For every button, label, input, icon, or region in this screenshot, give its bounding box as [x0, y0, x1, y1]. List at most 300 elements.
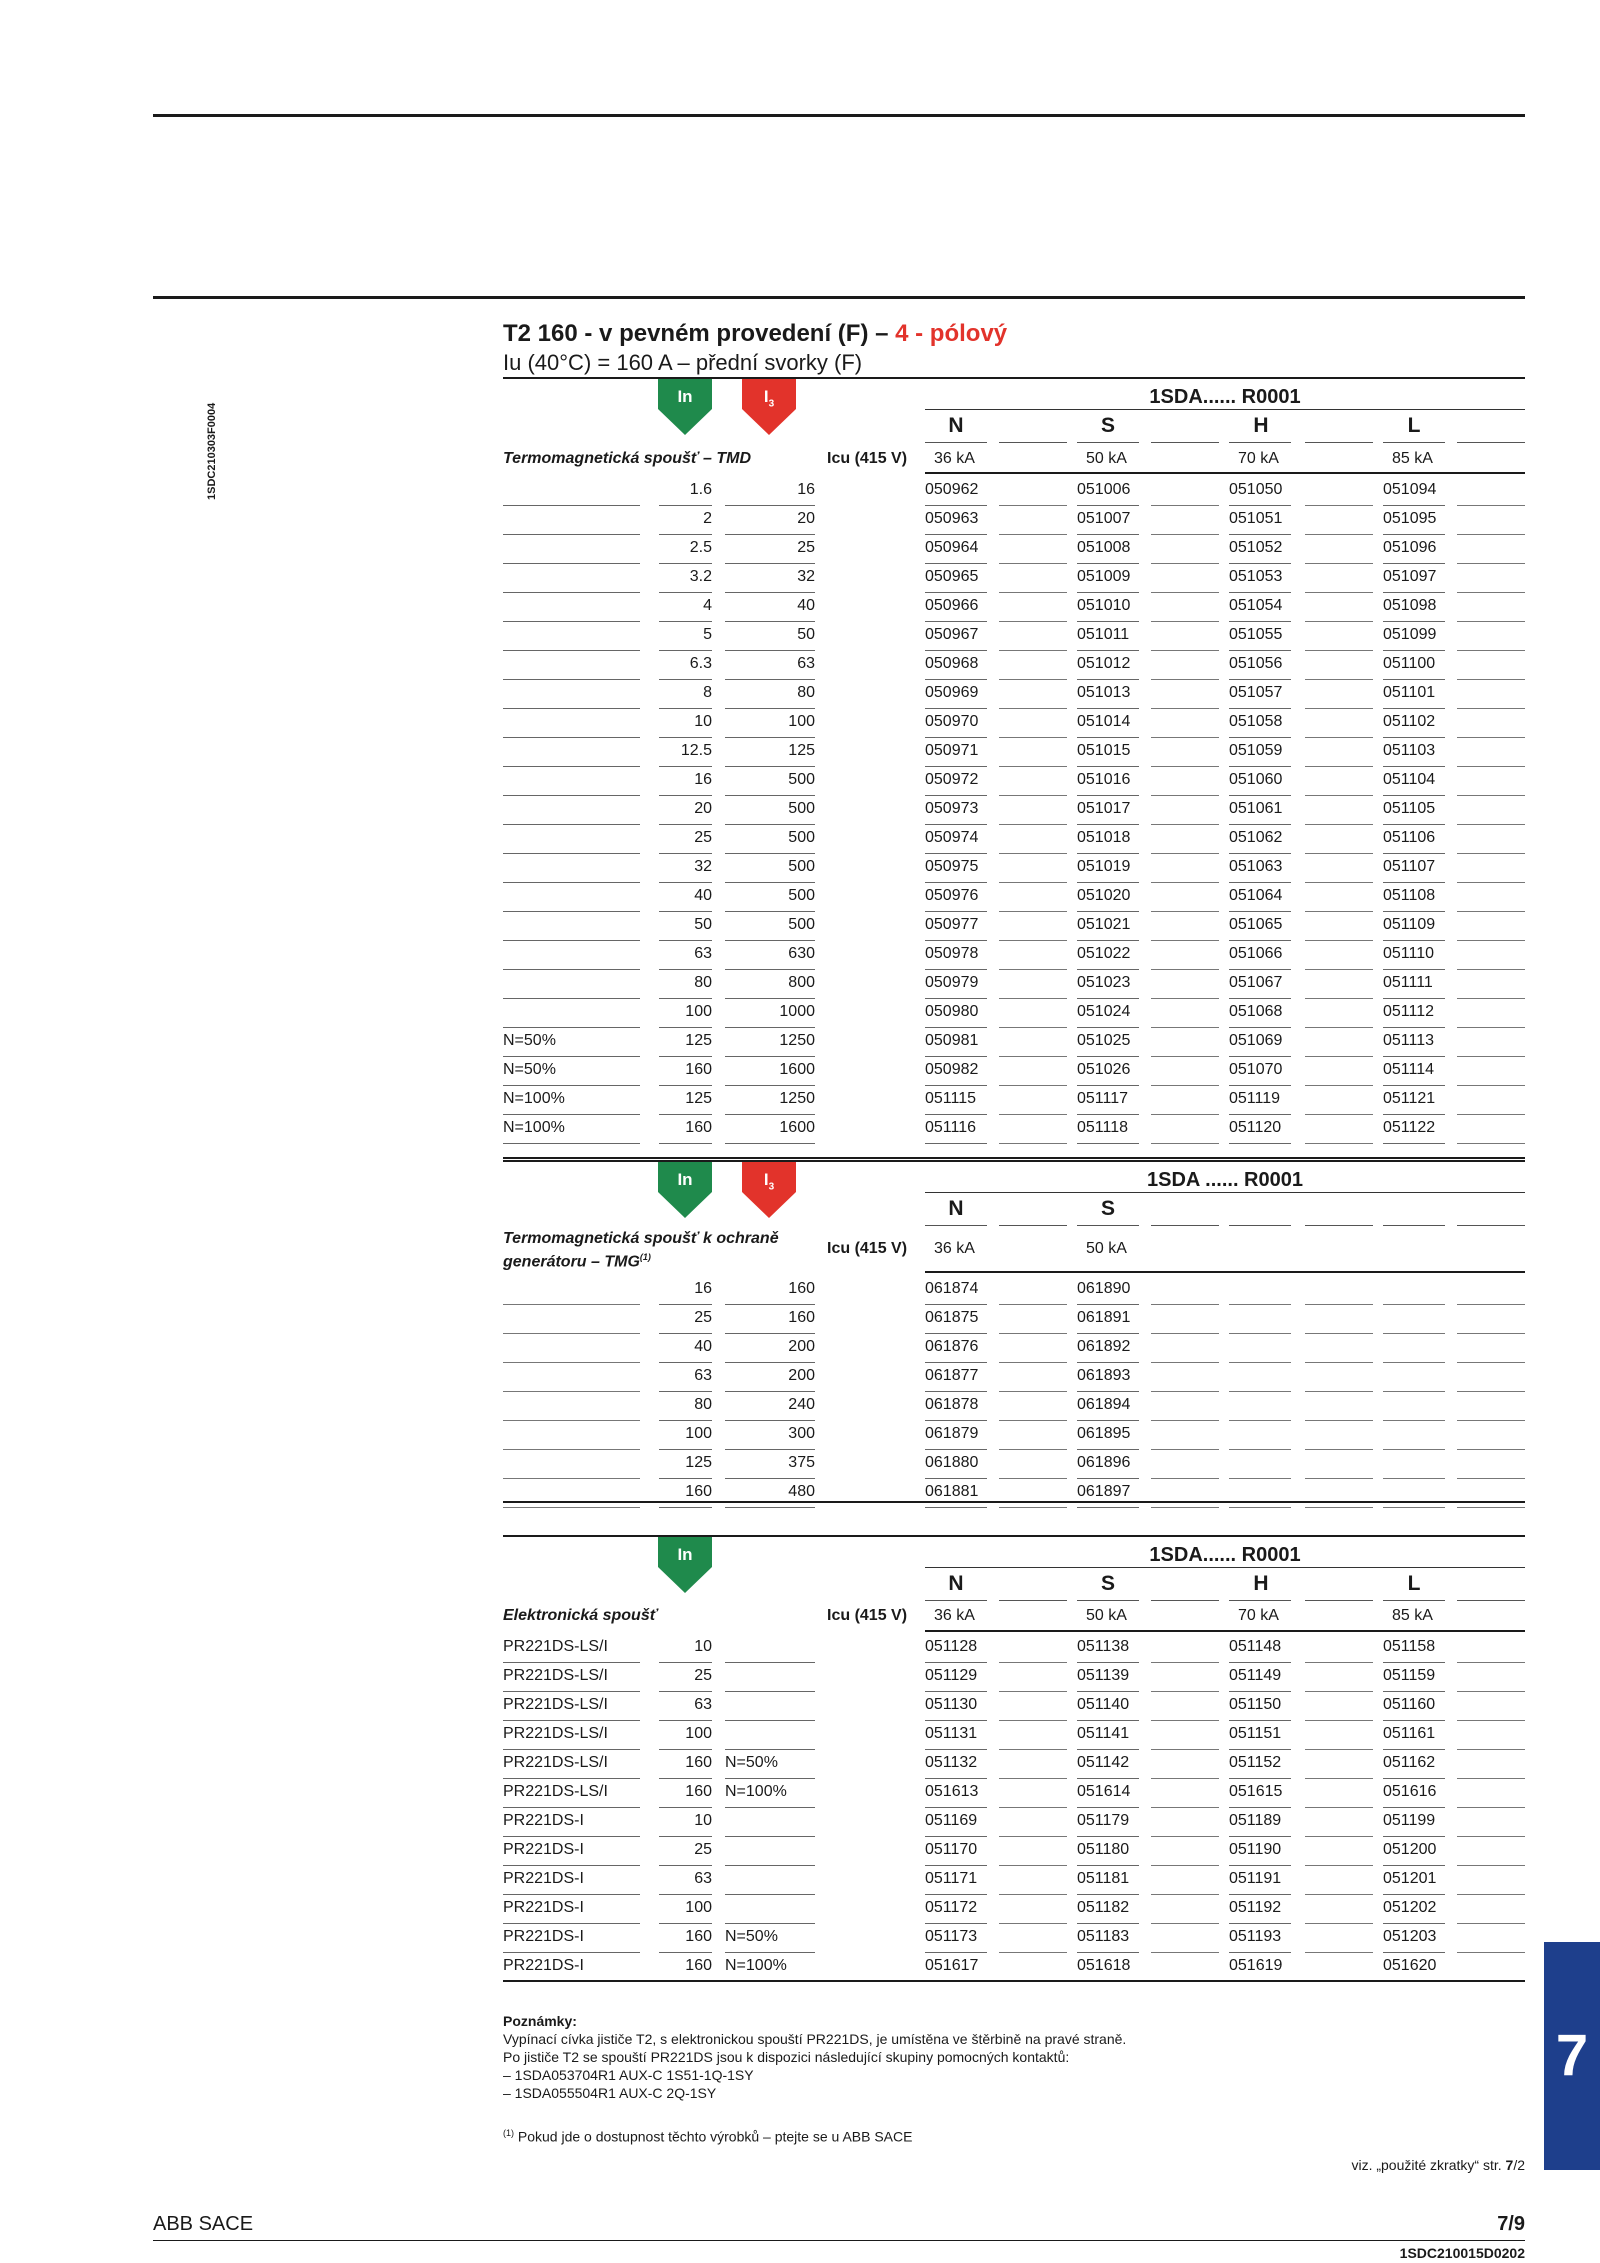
- spacer-rule: [1151, 1778, 1219, 1779]
- release-type-cell: PR221DS-LS/I: [503, 1634, 640, 1663]
- spacer-rule: [1151, 1085, 1219, 1086]
- order-code: 050966: [925, 593, 987, 622]
- spacer-rule: [1151, 795, 1219, 796]
- icu-value-1: 50 kA: [1086, 450, 1127, 467]
- spacer-rule: [1457, 1720, 1525, 1721]
- order-code: 051006: [1077, 477, 1139, 506]
- spacer-rule: [1457, 1952, 1525, 1953]
- release-type-cell: PR221DS-LS/I: [503, 1750, 640, 1779]
- empty-cell-rule: [1383, 1391, 1445, 1392]
- order-code: 051182: [1077, 1895, 1139, 1924]
- neutral-cell: [503, 883, 640, 912]
- spacer-rule: [1151, 1056, 1219, 1057]
- spacer-rule: [1305, 1420, 1373, 1421]
- in-cell: 25: [659, 1305, 712, 1334]
- spacer-rule: [1305, 853, 1373, 854]
- spacer-rule: [1305, 1691, 1373, 1692]
- order-code: 061895: [1077, 1421, 1139, 1450]
- spacer-rule: [1457, 1420, 1525, 1421]
- in-cell: 10: [659, 709, 712, 738]
- order-code: 061877: [925, 1363, 987, 1392]
- order-code: 051024: [1077, 999, 1139, 1028]
- in-cell: 100: [659, 1421, 712, 1450]
- column-header-3: L: [1407, 1572, 1421, 1595]
- order-code: 051108: [1383, 883, 1445, 912]
- spacer-rule: [1457, 1478, 1525, 1479]
- spacer-rule: [1457, 766, 1525, 767]
- order-code: 051160: [1383, 1692, 1445, 1721]
- in-cell: 40: [659, 883, 712, 912]
- i3-cell: 500: [725, 854, 815, 883]
- spacer-rule: [1305, 911, 1373, 912]
- order-code: 051200: [1383, 1837, 1445, 1866]
- order-code: 061880: [925, 1450, 987, 1479]
- in-badge-3: [658, 1537, 712, 1595]
- neutral-cell: N=50%: [725, 1750, 815, 1779]
- spacer-rule: [1457, 505, 1525, 506]
- spacer-rule: [999, 1362, 1067, 1363]
- spacer-rule: [999, 1778, 1067, 1779]
- spacer-rule: [1151, 708, 1219, 709]
- order-code: 051059: [1229, 738, 1291, 767]
- spacer-rule: [1457, 650, 1525, 651]
- order-code: 051053: [1229, 564, 1291, 593]
- order-code: 050970: [925, 709, 987, 738]
- spacer-rule: [1151, 766, 1219, 767]
- order-code: 051106: [1383, 825, 1445, 854]
- in-cell: 8: [659, 680, 712, 709]
- order-code: 051140: [1077, 1692, 1139, 1721]
- order-code: 051190: [1229, 1837, 1291, 1866]
- spacer-rule: [1151, 679, 1219, 680]
- spacer-rule: [1305, 592, 1373, 593]
- spacer-rule: [1305, 1085, 1373, 1086]
- neutral-cell: N=100%: [503, 1115, 640, 1144]
- tmd-top-rule: [503, 377, 1525, 379]
- spacer-rule: [1305, 1807, 1373, 1808]
- spacer-rule: [1151, 853, 1219, 854]
- order-code: 051613: [925, 1779, 987, 1808]
- notes-line-2: Po jističe T2 se spouští PR221DS jsou k dispozici následující skupiny pomocných kontaktů:: [503, 2049, 1070, 2065]
- order-code: 061879: [925, 1421, 987, 1450]
- order-code: 051052: [1229, 535, 1291, 564]
- order-code: 050962: [925, 477, 987, 506]
- order-code: 051113: [1383, 1028, 1445, 1057]
- spacer-rule: [999, 911, 1067, 912]
- in-cell: 2: [659, 506, 712, 535]
- spacer-rule: [999, 708, 1067, 709]
- spacer-rule: [1457, 679, 1525, 680]
- i3-badge-2-label: $I_3$: [763, 1170, 775, 1193]
- icu-value-2: 70 kA: [1238, 450, 1279, 467]
- i3-cell: 40: [725, 593, 815, 622]
- order-code: 051158: [1383, 1634, 1445, 1663]
- spacer-rule: [1305, 882, 1373, 883]
- spacer-rule: [1151, 1894, 1219, 1895]
- in-cell: 100: [659, 1895, 712, 1924]
- release-type-cell: PR221DS-LS/I: [503, 1779, 640, 1808]
- spacer-rule: [1151, 1027, 1219, 1028]
- column-header-line: [1229, 442, 1291, 443]
- order-code: 051007: [1077, 506, 1139, 535]
- i3-cell: 32: [725, 564, 815, 593]
- spacer-rule: [1457, 911, 1525, 912]
- spacer-rule: [1305, 679, 1373, 680]
- order-code: 051015: [1077, 738, 1139, 767]
- in-cell: 40: [659, 1334, 712, 1363]
- spacer-rule: [1151, 1749, 1219, 1750]
- spacer-rule: [1305, 1478, 1373, 1479]
- in-cell: 32: [659, 854, 712, 883]
- in-badge-2-label: In: [677, 1170, 693, 1189]
- order-code: 051122: [1383, 1115, 1445, 1144]
- order-code: 051054: [1229, 593, 1291, 622]
- spacer-rule: [1457, 998, 1525, 999]
- order-code: 051104: [1383, 767, 1445, 796]
- column-header-gap: [999, 1225, 1067, 1226]
- neutral-cell: N=50%: [503, 1057, 640, 1086]
- tmg-bottom-rule: [503, 1501, 1525, 1503]
- spacer-rule: [999, 1085, 1067, 1086]
- i3-cell: 1250: [725, 1086, 815, 1115]
- order-code: 050971: [925, 738, 987, 767]
- icu-value-3: 85 kA: [1392, 450, 1433, 467]
- order-code: 051117: [1077, 1086, 1139, 1115]
- order-code: 051103: [1383, 738, 1445, 767]
- spacer-rule: [1457, 1391, 1525, 1392]
- in-cell: 2.5: [659, 535, 712, 564]
- empty-cell-rule: [1383, 1449, 1445, 1450]
- order-code: 051138: [1077, 1634, 1139, 1663]
- order-code: 051183: [1077, 1924, 1139, 1953]
- order-code: 051098: [1383, 593, 1445, 622]
- i3-cell: 80: [725, 680, 815, 709]
- notes: [503, 2012, 1126, 2102]
- spacer-rule: [1305, 1894, 1373, 1895]
- order-code: 050969: [925, 680, 987, 709]
- order-code: 051095: [1383, 506, 1445, 535]
- column-header-0: N: [948, 1572, 964, 1595]
- column-header-line: [1383, 442, 1445, 443]
- tmg-label-sup: (1): [639, 1252, 651, 1262]
- order-code: 051055: [1229, 622, 1291, 651]
- spacer-rule: [999, 1662, 1067, 1663]
- neutral-cell: [503, 477, 640, 506]
- order-code: 051141: [1077, 1721, 1139, 1750]
- order-code: 051170: [925, 1837, 987, 1866]
- spacer-rule: [1457, 795, 1525, 796]
- spacer-rule: [1151, 998, 1219, 999]
- column-header-gap: [1151, 1225, 1219, 1226]
- order-code: 051201: [1383, 1866, 1445, 1895]
- i3-cell: 500: [725, 883, 815, 912]
- spacer-rule: [1457, 592, 1525, 593]
- spacer-rule: [999, 563, 1067, 564]
- order-code: 051159: [1383, 1663, 1445, 1692]
- order-code: 051026: [1077, 1057, 1139, 1086]
- i3-badge-2: [742, 1162, 796, 1220]
- order-code: 051109: [1383, 912, 1445, 941]
- order-code: 050974: [925, 825, 987, 854]
- neutral-empty-rule: [503, 1478, 640, 1479]
- in-badge-3-label: In: [677, 1545, 693, 1564]
- icu-value-1: 50 kA: [1086, 1607, 1127, 1624]
- empty-cell-rule: [1229, 1333, 1291, 1334]
- spacer-rule: [999, 969, 1067, 970]
- in-cell: 125: [659, 1028, 712, 1057]
- spacer-rule: [999, 679, 1067, 680]
- spacer-rule: [1151, 621, 1219, 622]
- empty-cell-rule: [1229, 1391, 1291, 1392]
- neutral-cell: [725, 1866, 815, 1895]
- column-header-2: H: [1253, 414, 1269, 437]
- spacer-rule: [1457, 1662, 1525, 1663]
- spacer-rule: [999, 592, 1067, 593]
- order-code: 051064: [1229, 883, 1291, 912]
- spacer-rule: [1305, 650, 1373, 651]
- spacer-rule: [1305, 795, 1373, 796]
- order-code: 050967: [925, 622, 987, 651]
- column-header-gap: [1457, 1600, 1525, 1601]
- order-code: 050968: [925, 651, 987, 680]
- spacer-rule: [1305, 1056, 1373, 1057]
- empty-cell-rule: [1229, 1478, 1291, 1479]
- spacer-rule: [999, 650, 1067, 651]
- order-code: 051614: [1077, 1779, 1139, 1808]
- spacer-rule: [1151, 1143, 1219, 1144]
- i3-cell: 240: [725, 1392, 815, 1421]
- spacer-rule: [1151, 1952, 1219, 1953]
- neutral-empty-rule: [503, 1391, 640, 1392]
- spacer-rule: [1151, 592, 1219, 593]
- order-code: 061878: [925, 1392, 987, 1421]
- spacer-rule: [1457, 1923, 1525, 1924]
- order-code: 051061: [1229, 796, 1291, 825]
- spacer-rule: [1457, 882, 1525, 883]
- empty-cell-rule: [1229, 1449, 1291, 1450]
- spacer-rule: [1305, 940, 1373, 941]
- spacer-rule: [999, 1420, 1067, 1421]
- footer-doc-code: 1SDC210015D0202: [1399, 2245, 1525, 2261]
- spacer-rule: [999, 1027, 1067, 1028]
- in-cell: 125: [659, 1086, 712, 1115]
- el-label: Elektronická spoušť: [503, 1607, 658, 1624]
- spacer-rule: [1457, 1691, 1525, 1692]
- spacer-rule: [1151, 1478, 1219, 1479]
- in-cell: 5: [659, 622, 712, 651]
- page-title: [503, 320, 1007, 348]
- spacer-rule: [999, 1143, 1067, 1144]
- in-badge-2: [658, 1162, 712, 1220]
- tmg-code-header: 1SDA ...... R0001: [925, 1167, 1525, 1193]
- release-type-cell: PR221DS-I: [503, 1866, 640, 1895]
- spacer-rule: [1305, 1720, 1373, 1721]
- i3-badge-label: $I_3$: [763, 387, 775, 410]
- spacer-rule: [1305, 766, 1373, 767]
- column-header-line: [925, 1225, 987, 1226]
- in-cell: 160: [659, 1479, 712, 1508]
- spacer-rule: [999, 1836, 1067, 1837]
- i3-cell: 500: [725, 825, 815, 854]
- i3-cell: 50: [725, 622, 815, 651]
- order-code: 051162: [1383, 1750, 1445, 1779]
- order-code: 051121: [1383, 1086, 1445, 1115]
- spacer-rule: [999, 766, 1067, 767]
- spacer-rule: [1305, 1143, 1373, 1144]
- title-accent: 4 - pólový: [895, 320, 1008, 347]
- order-code: 061875: [925, 1305, 987, 1334]
- order-code: 051142: [1077, 1750, 1139, 1779]
- el-head-rule: [925, 1630, 1525, 1632]
- in-badge: [658, 379, 712, 437]
- spacer-rule: [1151, 1865, 1219, 1866]
- spacer-rule: [1151, 1362, 1219, 1363]
- column-header-line: [925, 442, 987, 443]
- order-code: 051025: [1077, 1028, 1139, 1057]
- spacer-rule: [1305, 1507, 1373, 1508]
- in-cell: 160: [659, 1779, 712, 1808]
- i3-cell: 63: [725, 651, 815, 680]
- i3-cell: 1600: [725, 1057, 815, 1086]
- column-header-line: [1077, 442, 1139, 443]
- order-code: 050965: [925, 564, 987, 593]
- spacer-rule: [1305, 563, 1373, 564]
- spacer-rule: [1457, 1114, 1525, 1115]
- spacer-rule: [1151, 1391, 1219, 1392]
- spacer-rule: [999, 940, 1067, 941]
- order-code: 051008: [1077, 535, 1139, 564]
- column-header-line: [1077, 1600, 1139, 1601]
- order-code: 061890: [1077, 1276, 1139, 1305]
- i3-cell: 100: [725, 709, 815, 738]
- column-header-3: L: [1407, 414, 1421, 437]
- title-main: T2 160 - v pevném provedení (F) –: [503, 320, 896, 347]
- spacer-rule: [1151, 1507, 1219, 1508]
- spacer-rule: [1457, 824, 1525, 825]
- header-rule: [153, 296, 1525, 299]
- in-cell: 63: [659, 1363, 712, 1392]
- i3-cell: 500: [725, 767, 815, 796]
- spacer-rule: [1457, 1449, 1525, 1450]
- order-code: 051181: [1077, 1866, 1139, 1895]
- order-code: 051132: [925, 1750, 987, 1779]
- spacer-rule: [999, 998, 1067, 999]
- order-code: 061876: [925, 1334, 987, 1363]
- i3-cell: 160: [725, 1276, 815, 1305]
- spacer-rule: [999, 1056, 1067, 1057]
- order-code: 051171: [925, 1866, 987, 1895]
- order-code: 051203: [1383, 1924, 1445, 1953]
- order-code: 051070: [1229, 1057, 1291, 1086]
- neutral-empty-rule: [503, 1449, 640, 1450]
- in-cell: 4: [659, 593, 712, 622]
- empty-cell-rule: [1383, 1362, 1445, 1363]
- spacer-rule: [1457, 708, 1525, 709]
- neutral-cell: [725, 1808, 815, 1837]
- column-header-gap: [1151, 1600, 1219, 1601]
- order-code: 051119: [1229, 1086, 1291, 1115]
- order-code: 051021: [1077, 912, 1139, 941]
- spacer-rule: [1305, 505, 1373, 506]
- order-code: 051068: [1229, 999, 1291, 1028]
- spacer-rule: [1151, 1420, 1219, 1421]
- order-code: 051018: [1077, 825, 1139, 854]
- order-code: 051062: [1229, 825, 1291, 854]
- order-code: 051051: [1229, 506, 1291, 535]
- column-header-line: [1077, 1225, 1139, 1226]
- in-cell: 100: [659, 1721, 712, 1750]
- spacer-rule: [1151, 563, 1219, 564]
- spacer-rule: [1305, 998, 1373, 999]
- spacer-rule: [1151, 911, 1219, 912]
- spacer-rule: [1151, 1662, 1219, 1663]
- spacer-rule: [999, 1507, 1067, 1508]
- spacer-rule: [999, 534, 1067, 535]
- spacer-rule: [1151, 505, 1219, 506]
- in-cell: 160: [659, 1953, 712, 1982]
- page-subtitle: Iu (40°C) = 160 A – přední svorky (F): [503, 350, 863, 375]
- in-cell: 160: [659, 1924, 712, 1953]
- spacer-rule: [1457, 534, 1525, 535]
- order-code: 051023: [1077, 970, 1139, 999]
- in-cell: 1.6: [659, 477, 712, 506]
- column-header-1: S: [1100, 1197, 1115, 1220]
- order-code: 051150: [1229, 1692, 1291, 1721]
- footer-page-number: 7/9: [1497, 2213, 1525, 2235]
- spacer-rule: [1151, 1720, 1219, 1721]
- el-code-header: 1SDA...... R0001: [925, 1542, 1525, 1568]
- in-cell: 3.2: [659, 564, 712, 593]
- order-code: 051617: [925, 1953, 987, 1982]
- order-code: 051618: [1077, 1953, 1139, 1982]
- neutral-empty-rule: [503, 1362, 640, 1363]
- spacer-rule: [999, 824, 1067, 825]
- spacer-rule: [1457, 1865, 1525, 1866]
- i3-cell: 480: [725, 1479, 815, 1508]
- order-code: 061896: [1077, 1450, 1139, 1479]
- neutral-cell: [503, 506, 640, 535]
- neutral-cell: [503, 796, 640, 825]
- i3-cell: 25: [725, 535, 815, 564]
- spacer-rule: [999, 1449, 1067, 1450]
- tmd-label: Termomagnetická spoušť – TMD: [503, 450, 752, 467]
- order-code: 050973: [925, 796, 987, 825]
- spacer-rule: [1305, 1778, 1373, 1779]
- spacer-rule: [1457, 1056, 1525, 1057]
- order-code: 050982: [925, 1057, 987, 1086]
- spacer-rule: [1457, 1333, 1525, 1334]
- neutral-cell: [503, 767, 640, 796]
- spacer-rule: [999, 795, 1067, 796]
- in-cell: 160: [659, 1057, 712, 1086]
- abbreviation-reference: viz. „použité zkratky“ str. 7/2: [1351, 2157, 1525, 2173]
- in-cell: 6.3: [659, 651, 712, 680]
- neutral-cell: [503, 622, 640, 651]
- spacer-rule: [1305, 621, 1373, 622]
- column-header-line: [1383, 1600, 1445, 1601]
- spacer-rule: [1305, 1865, 1373, 1866]
- order-code: 051011: [1077, 622, 1139, 651]
- i3-cell: 1250: [725, 1028, 815, 1057]
- i3-cell: 125: [725, 738, 815, 767]
- icu-value-2: 70 kA: [1238, 1607, 1279, 1624]
- in-cell: 80: [659, 970, 712, 999]
- order-code: 051102: [1383, 709, 1445, 738]
- el-bottom-rule: [503, 1980, 1525, 1982]
- order-code: 051161: [1383, 1721, 1445, 1750]
- release-type-cell: PR221DS-I: [503, 1808, 640, 1837]
- order-code: 051148: [1229, 1634, 1291, 1663]
